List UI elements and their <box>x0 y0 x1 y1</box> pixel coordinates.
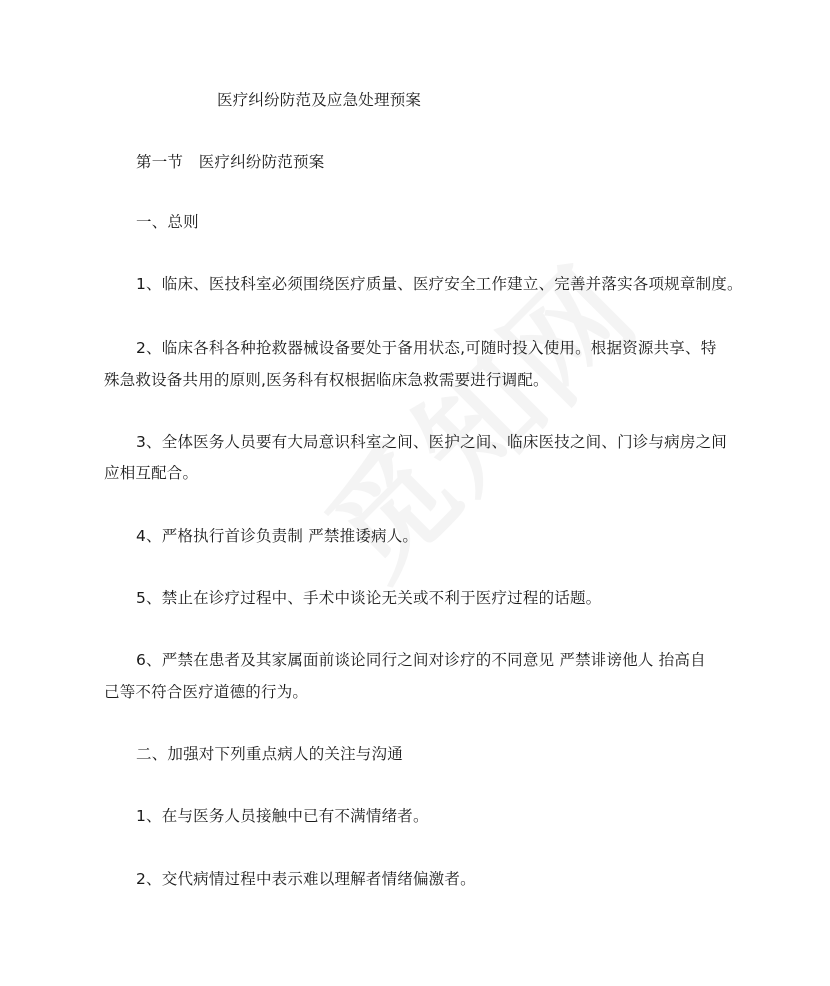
part2-heading: 二、加强对下列重点病人的关注与沟通 <box>136 745 403 763</box>
document-title: 医疗纠纷防范及应急处理预案 <box>217 91 422 109</box>
part2-paragraph-2: 2、交代病情过程中表示难以理解者情绪偏激者。 <box>136 870 476 888</box>
paragraph-3-line1: 3、全体医务人员要有大局意识科室之间、医护之间、临床医技之间、门诊与病房之间 <box>136 433 727 451</box>
section-heading: 第一节 医疗纠纷防范预案 <box>136 153 325 171</box>
part1-heading: 一、总则 <box>136 213 199 231</box>
part2-paragraph-1: 1、在与医务人员接触中已有不满情绪者。 <box>136 807 429 825</box>
paragraph-5: 5、禁止在诊疗过程中、手术中谈论无关或不利于医疗过程的话题。 <box>136 589 602 607</box>
paragraph-1: 1、临床、医技科室必须围绕医疗质量、医疗安全工作建立、完善并落实各项规章制度。 <box>136 275 743 293</box>
paragraph-2-line2: 殊急救设备共用的原则,医务科有权根据临床急救需要进行调配。 <box>104 371 549 389</box>
paragraph-6-line1: 6、严禁在患者及其家属面前谈论同行之间对诊疗的不同意见 严禁诽谤他人 抬高自 <box>136 651 706 669</box>
paragraph-6-line2: 己等不符合医疗道德的行为。 <box>104 683 309 701</box>
paragraph-2-line1: 2、临床各科各种抢救器械设备要处于备用状态,可随时投入使用。根据资源共享、特 <box>136 339 717 357</box>
paragraph-4: 4、严格执行首诊负责制 严禁推诿病人。 <box>136 527 419 545</box>
paragraph-3-line2: 应相互配合。 <box>104 464 199 482</box>
